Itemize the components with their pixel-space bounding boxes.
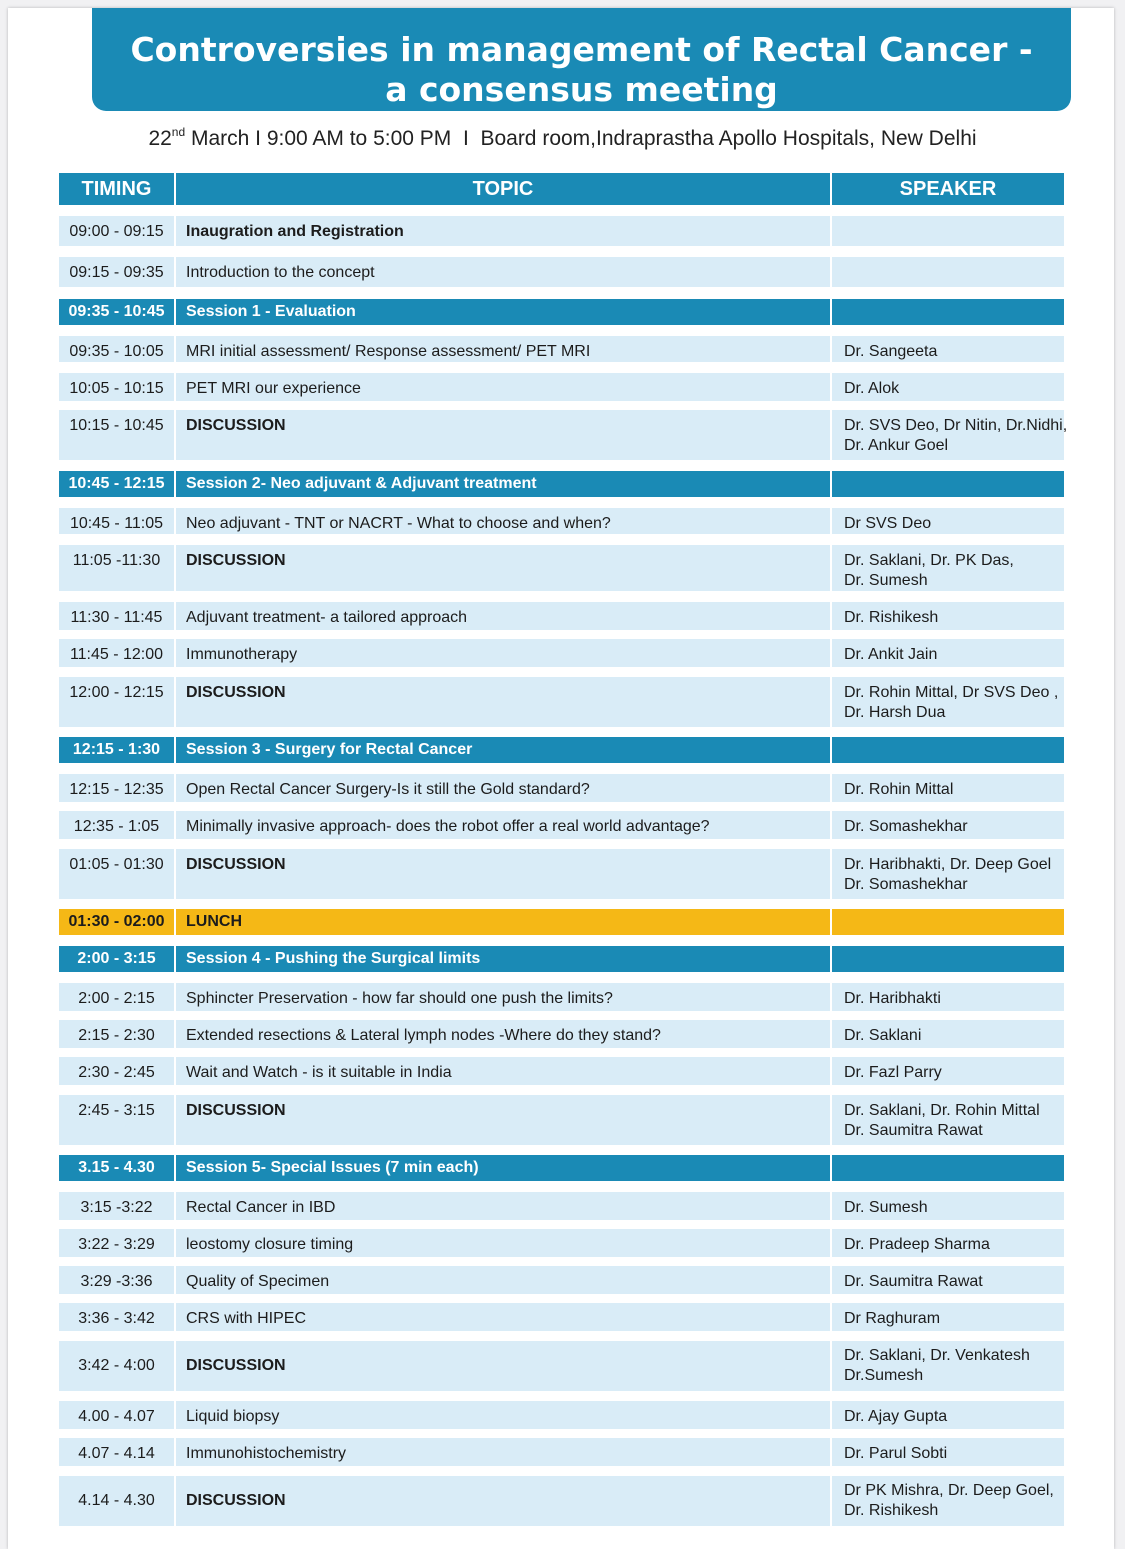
session-title: Session 5- Special Issues (7 min each) <box>176 1155 830 1181</box>
lunch-row <box>59 909 1064 935</box>
row-speaker: Dr. Fazl Parry <box>832 1057 1064 1085</box>
row-time: 09:00 - 09:15 <box>59 216 174 246</box>
event-date-time-venue: March I 9:00 AM to 5:00 PM I Board room,Indraprastha Apollo Hospitals, New Delhi <box>185 127 977 150</box>
row-topic <box>176 1341 830 1391</box>
row-speaker <box>832 677 1064 727</box>
row-time: 10:05 - 10:15 <box>59 373 174 401</box>
title-line-1: Controversies in management of Rectal Cancer - <box>130 30 1033 69</box>
header-topic: TOPIC <box>176 173 830 205</box>
row-topic: Inaugration and Registration <box>176 216 830 246</box>
row-topic <box>176 1476 830 1526</box>
table-row <box>59 508 1064 534</box>
row-time: 12:15 - 12:35 <box>59 774 174 802</box>
table-row <box>59 336 1064 362</box>
row-time: 10:15 - 10:45 <box>59 410 174 460</box>
row-speaker: Dr. Alok <box>832 373 1064 401</box>
event-details <box>0 126 1125 152</box>
row-topic: leostomy closure timing <box>176 1229 830 1257</box>
table-row <box>59 849 1064 899</box>
row-time: 3:15 -3:22 <box>59 1192 174 1220</box>
speaker-line-2: Dr. Ankur Goel <box>844 437 949 454</box>
session-time: 12:15 - 1:30 <box>59 737 174 763</box>
table-row <box>59 257 1064 287</box>
row-time: 11:30 - 11:45 <box>59 602 174 630</box>
row-time: 2:30 - 2:45 <box>59 1057 174 1085</box>
row-time: 3:36 - 3:42 <box>59 1303 174 1331</box>
row-topic: Minimally invasive approach- does the robot offer a real world advantage? <box>176 811 830 839</box>
row-time: 12:35 - 1:05 <box>59 811 174 839</box>
table-row <box>59 1341 1064 1391</box>
row-topic: Rectal Cancer in IBD <box>176 1192 830 1220</box>
table-row <box>59 545 1064 591</box>
row-speaker: Dr. Sumesh <box>832 1192 1064 1220</box>
lunch-time: 01:30 - 02:00 <box>59 909 174 935</box>
row-time-text: 3:42 - 4:00 <box>78 1357 155 1374</box>
session-title: Session 2- Neo adjuvant & Adjuvant treatment <box>176 471 830 497</box>
speaker-line-1: Dr. Rohin Mittal, Dr SVS Deo , <box>844 684 1059 701</box>
row-speaker: Dr. Sangeeta <box>832 336 1064 362</box>
row-topic: DISCUSSION <box>176 849 830 899</box>
row-topic: Adjuvant treatment- a tailored approach <box>176 602 830 630</box>
row-time: 09:35 - 10:05 <box>59 336 174 362</box>
table-row <box>59 1020 1064 1048</box>
speaker-line-2: Dr. Sumesh <box>844 572 928 589</box>
speaker-line-2: Dr. Harsh Dua <box>844 704 946 721</box>
table-row <box>59 410 1068 460</box>
table-row <box>59 1266 1064 1294</box>
table-row <box>59 1303 1064 1331</box>
row-topic-text: DISCUSSION <box>186 1492 286 1509</box>
row-time: 2:15 - 2:30 <box>59 1020 174 1048</box>
session-title: Session 1 - Evaluation <box>176 299 830 325</box>
row-time: 11:05 -11:30 <box>59 545 174 591</box>
row-speaker: Dr. Somashekhar <box>832 811 1064 839</box>
row-topic: Sphincter Preservation - how far should one push the limits? <box>176 983 830 1011</box>
row-speaker: Dr. Ankit Jain <box>832 639 1064 667</box>
row-speaker <box>832 1095 1064 1145</box>
row-speaker: Dr. Rishikesh <box>832 602 1064 630</box>
session-time: 3.15 - 4.30 <box>59 1155 174 1181</box>
table-row <box>59 1192 1064 1220</box>
row-topic: Wait and Watch - is it suitable in India <box>176 1057 830 1085</box>
session-speaker <box>832 737 1064 763</box>
row-time: 01:05 - 01:30 <box>59 849 174 899</box>
table-row <box>59 602 1064 630</box>
table-row <box>59 1057 1064 1085</box>
speaker-line-1: Dr. Haribhakti, Dr. Deep Goel <box>844 856 1052 873</box>
row-speaker: Dr. Parul Sobti <box>832 1438 1064 1466</box>
session-time: 10:45 - 12:15 <box>59 471 174 497</box>
session-row <box>59 737 1064 763</box>
session-row <box>59 471 1064 497</box>
table-row <box>59 1476 1064 1526</box>
speaker-line-1: Dr. Saklani, Dr. Rohin Mittal <box>844 1102 1040 1119</box>
row-time: 3:22 - 3:29 <box>59 1229 174 1257</box>
table-row <box>59 373 1064 401</box>
row-time: 12:00 - 12:15 <box>59 677 174 727</box>
row-speaker: Dr. Saklani <box>832 1020 1064 1048</box>
row-topic: Immunotherapy <box>176 639 830 667</box>
table-header <box>59 173 1064 205</box>
table-row <box>59 677 1064 727</box>
row-speaker <box>832 545 1064 591</box>
session-row <box>59 299 1064 325</box>
session-row <box>59 946 1064 972</box>
row-time-text: 4.14 - 4.30 <box>78 1492 155 1509</box>
row-topic: DISCUSSION <box>176 677 830 727</box>
speaker-line-1: Dr. Saklani, Dr. Venkatesh <box>844 1347 1030 1364</box>
speaker-line-2: Dr. Somashekhar <box>844 876 968 893</box>
session-title: Session 3 - Surgery for Rectal Cancer <box>176 737 830 763</box>
table-row <box>59 811 1064 839</box>
row-topic: Open Rectal Cancer Surgery-Is it still the Gold standard? <box>176 774 830 802</box>
table-row <box>59 639 1064 667</box>
session-time: 2:00 - 3:15 <box>59 946 174 972</box>
row-time: 2:00 - 2:15 <box>59 983 174 1011</box>
row-speaker: Dr. Pradeep Sharma <box>832 1229 1064 1257</box>
session-title: Session 4 - Pushing the Surgical limits <box>176 946 830 972</box>
table-row <box>59 1401 1064 1429</box>
row-speaker: Dr. Haribhakti <box>832 983 1064 1011</box>
speaker-line-1: Dr PK Mishra, Dr. Deep Goel, <box>844 1482 1054 1499</box>
row-speaker <box>832 1476 1064 1526</box>
table-row <box>59 1438 1064 1466</box>
session-speaker <box>832 1155 1064 1181</box>
table-row <box>59 1229 1064 1257</box>
session-speaker <box>832 471 1064 497</box>
row-speaker <box>832 849 1064 899</box>
row-topic: PET MRI our experience <box>176 373 830 401</box>
row-topic: Introduction to the concept <box>176 257 830 287</box>
title-line-2: a consensus meeting <box>385 70 778 109</box>
event-day: 22 <box>148 127 172 150</box>
row-topic: Extended resections & Lateral lymph nodes -Where do they stand? <box>176 1020 830 1048</box>
speaker-line-1: Dr. Saklani, Dr. PK Das, <box>844 552 1014 569</box>
row-speaker: Dr Raghuram <box>832 1303 1064 1331</box>
row-topic: Immunohistochemistry <box>176 1438 830 1466</box>
table-row <box>59 216 1064 246</box>
row-speaker <box>832 216 1064 246</box>
row-time: 4.07 - 4.14 <box>59 1438 174 1466</box>
row-topic: DISCUSSION <box>176 410 830 460</box>
table-row <box>59 1095 1064 1145</box>
row-topic: Liquid biopsy <box>176 1401 830 1429</box>
speaker-line-2: Dr.Sumesh <box>844 1367 924 1384</box>
row-time: 2:45 - 3:15 <box>59 1095 174 1145</box>
session-speaker <box>832 946 1064 972</box>
lunch-label: LUNCH <box>176 909 830 935</box>
header-speaker: SPEAKER <box>832 173 1064 205</box>
lunch-speaker <box>832 909 1064 935</box>
row-speaker <box>832 410 1068 460</box>
row-speaker <box>832 257 1064 287</box>
row-time: 4.00 - 4.07 <box>59 1401 174 1429</box>
row-time <box>59 1341 174 1391</box>
row-time: 11:45 - 12:00 <box>59 639 174 667</box>
row-topic: CRS with HIPEC <box>176 1303 830 1331</box>
row-time: 10:45 - 11:05 <box>59 508 174 534</box>
speaker-line-2: Dr. Rishikesh <box>844 1502 939 1519</box>
row-speaker <box>832 1341 1064 1391</box>
row-speaker: Dr. Rohin Mittal <box>832 774 1064 802</box>
row-speaker: Dr. Ajay Gupta <box>832 1401 1064 1429</box>
header-timing: TIMING <box>59 173 174 205</box>
row-topic-text: DISCUSSION <box>186 1357 286 1374</box>
table-row <box>59 774 1064 802</box>
event-day-suffix: nd <box>171 125 186 139</box>
speaker-line-1: Dr. SVS Deo, Dr Nitin, Dr.Nidhi, <box>844 417 1068 434</box>
row-topic: DISCUSSION <box>176 1095 830 1145</box>
row-time <box>59 1476 174 1526</box>
session-time: 09:35 - 10:45 <box>59 299 174 325</box>
row-topic: Neo adjuvant - TNT or NACRT - What to choose and when? <box>176 508 830 534</box>
title-banner <box>92 8 1071 111</box>
table-row <box>59 983 1064 1011</box>
row-speaker: Dr. Saumitra Rawat <box>832 1266 1064 1294</box>
session-speaker <box>832 299 1064 325</box>
session-row <box>59 1155 1064 1181</box>
row-speaker: Dr SVS Deo <box>832 508 1064 534</box>
row-topic: Quality of Specimen <box>176 1266 830 1294</box>
row-time: 3:29 -3:36 <box>59 1266 174 1294</box>
row-time: 09:15 - 09:35 <box>59 257 174 287</box>
row-topic: DISCUSSION <box>176 545 830 591</box>
row-topic: MRI initial assessment/ Response assessment/ PET MRI <box>176 336 830 362</box>
speaker-line-2: Dr. Saumitra Rawat <box>844 1122 983 1139</box>
